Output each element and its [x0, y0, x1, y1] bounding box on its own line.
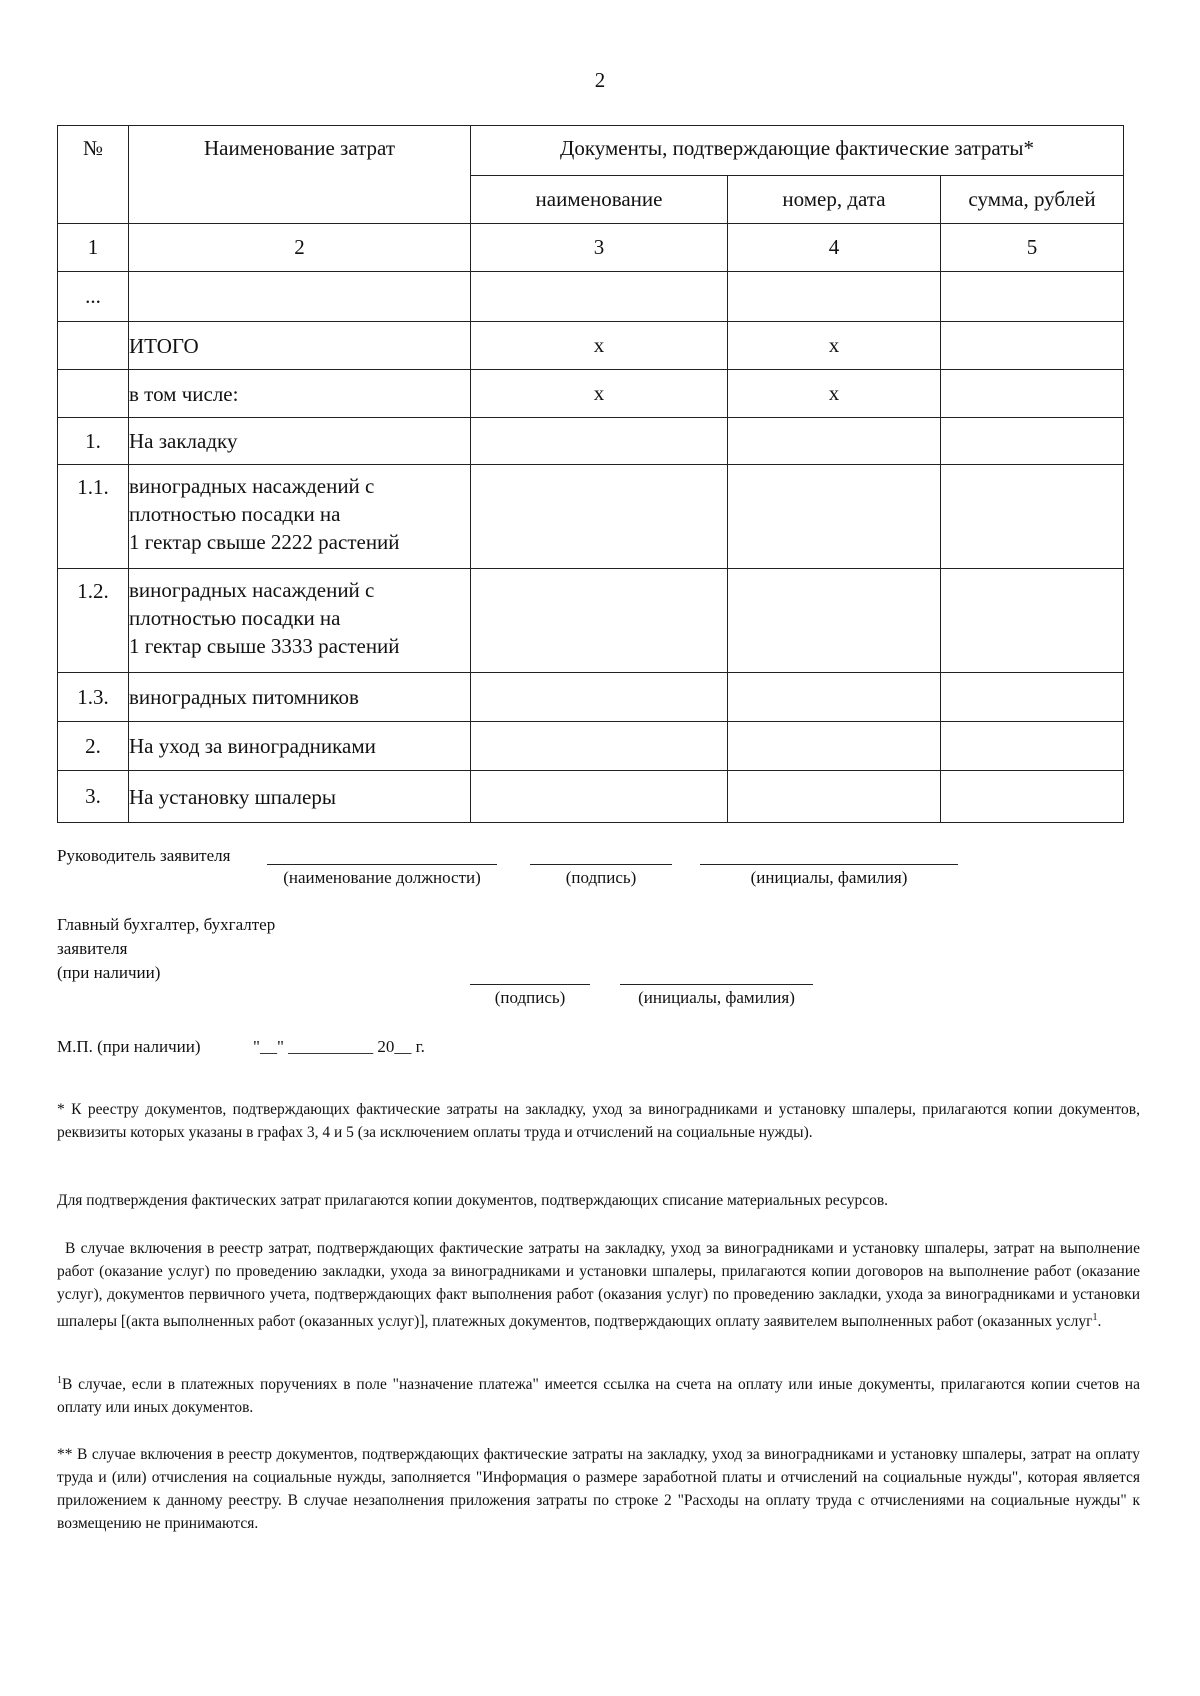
- row-cost-name: виноградных насаждений с плотностью посадки на 1 гектар свыше 2222 растений: [129, 465, 471, 569]
- header-num: №: [58, 126, 129, 224]
- page-number: 2: [594, 68, 606, 92]
- accountant-signature-line: [470, 984, 590, 985]
- row-doc-number-date: [728, 722, 941, 771]
- table-row: [58, 673, 1124, 722]
- accountant-label-line-1: Главный бухгалтер, бухгалтер: [57, 915, 276, 934]
- table-row: [58, 418, 1124, 465]
- head-initials-caption: (инициалы, фамилия): [750, 868, 908, 887]
- accountant-label-line-3: (при наличии): [57, 963, 161, 982]
- head-initials-line: [700, 864, 958, 865]
- row-doc-sum: [941, 272, 1124, 322]
- table-row: [58, 370, 1124, 418]
- row-doc-sum: [941, 418, 1124, 465]
- row-doc-name: [471, 272, 728, 322]
- row-doc-number-date: x: [728, 370, 941, 418]
- footnote-works-ref: 1: [1092, 1312, 1098, 1323]
- footnote-asterisk: * К реестру документов, подтверждающих фактические затраты на закладку, уход за виноградниками и установку шпалеры, прилагаются копии документов, реквизиты которых указаны в графах 3, 4 и 5 (за исключением оплаты труда и отчислений на социальные нужды).: [57, 1101, 1140, 1141]
- row-doc-sum: [941, 569, 1124, 673]
- row-doc-number-date: [728, 272, 941, 322]
- row-doc-sum: [941, 673, 1124, 722]
- row-doc-number-date: [728, 465, 941, 569]
- row-number: 3.: [58, 771, 129, 823]
- row-cost-name: ИТОГО: [129, 322, 471, 370]
- row-doc-name: [471, 673, 728, 722]
- table-row: [58, 465, 1124, 569]
- row-number: [58, 370, 129, 418]
- row-cost-name: На уход за виноградниками: [129, 722, 471, 771]
- row-doc-number-date: x: [728, 322, 941, 370]
- row-doc-sum: [941, 722, 1124, 771]
- row-number: ...: [58, 272, 129, 322]
- index-cell: 4: [728, 224, 941, 272]
- header-docs-group: Документы, подтверждающие фактические затраты*: [471, 126, 1124, 176]
- row-doc-name: x: [471, 370, 728, 418]
- stamp-label: М.П. (при наличии): [57, 1037, 201, 1056]
- accountant-label-line-2: заявителя: [57, 939, 128, 958]
- footnote-works-tail: .: [1097, 1313, 1102, 1331]
- row-doc-name: [471, 771, 728, 823]
- row-number: 2.: [58, 722, 129, 771]
- head-signature-line: [530, 864, 672, 865]
- footnote-materials: Для подтверждения фактических затрат прилагаются копии документов, подтверждающих списание материальных ресурсов.: [57, 1192, 889, 1209]
- costs-table: [57, 125, 1124, 823]
- row-number: [58, 322, 129, 370]
- table-row: [58, 771, 1124, 823]
- row-number: 1.1.: [58, 465, 129, 569]
- row-number: 1.2.: [58, 569, 129, 673]
- row-doc-name: [471, 722, 728, 771]
- table-row: [58, 569, 1124, 673]
- row-doc-sum: [941, 322, 1124, 370]
- header-doc-name: наименование: [471, 176, 728, 224]
- table-index-row: [58, 224, 1124, 272]
- row-cost-name: [129, 272, 471, 322]
- row-doc-name: x: [471, 322, 728, 370]
- header-cost-name: Наименование затрат: [129, 126, 471, 224]
- row-doc-name: [471, 418, 728, 465]
- accountant-initials-caption: (инициалы, фамилия): [638, 988, 795, 1007]
- row-cost-name: в том числе:: [129, 370, 471, 418]
- row-doc-name: [471, 465, 728, 569]
- head-label: Руководитель заявителя: [57, 846, 231, 865]
- head-signature-caption: (подпись): [565, 868, 637, 887]
- row-doc-sum: [941, 771, 1124, 823]
- date-field: "__" __________ 20__ г.: [253, 1037, 425, 1056]
- row-cost-name: На закладку: [129, 418, 471, 465]
- row-doc-number-date: [728, 569, 941, 673]
- row-doc-number-date: [728, 418, 941, 465]
- row-cost-name: На установку шпалеры: [129, 771, 471, 823]
- row-doc-number-date: [728, 771, 941, 823]
- accountant-initials-line: [620, 984, 813, 985]
- row-cost-name: виноградных насаждений с плотностью посадки на 1 гектар свыше 3333 растений: [129, 569, 471, 673]
- costs-table-body: [58, 224, 1124, 823]
- index-cell: 3: [471, 224, 728, 272]
- index-cell: 5: [941, 224, 1124, 272]
- row-cost-name: виноградных питомников: [129, 673, 471, 722]
- head-position-line: [267, 864, 497, 865]
- row-doc-number-date: [728, 673, 941, 722]
- index-cell: 1: [58, 224, 129, 272]
- footnote-works: [57, 1237, 1140, 1333]
- accountant-signature-caption: (подпись): [494, 988, 566, 1007]
- header-doc-number-date: номер, дата: [728, 176, 941, 224]
- index-cell: 2: [129, 224, 471, 272]
- footnote-payment-text: В случае, если в платежных поручениях в поле "назначение платежа" имеется ссылка на счета на оплату или иные документы, прилагаются копии счетов на оплату или иных документов.: [57, 1376, 1140, 1417]
- footnote-double-asterisk: ** В случае включения в реестр документов, подтверждающих фактические затраты на закладку, уход за виноградниками и установку шпалеры, затрат на оплату труда и (или) отчисления на социальные нужды, заполняется "Информация о размере заработной платы и отчислений на социальные нужды", которая является приложением к данному реестру. В случае незаполнения приложения затраты по строке 2 "Расходы на оплату труда с отчислениями на социальные нужды" к возмещению не принимаются.: [57, 1446, 1140, 1532]
- row-doc-sum: [941, 465, 1124, 569]
- table-row: [58, 272, 1124, 322]
- footnote-payment-marker: 1: [57, 1375, 62, 1386]
- footnote-works-text: В случае включения в реестр затрат, подтверждающих фактические затраты на закладку, уход за виноградниками и установку шпалеры, затрат на выполнение работ (оказание услуг) по проведению закладки, ухода за виноградниками и установки шпалеры, прилагаются копии договоров на выполнение работ (оказание услуг), документов первичного учета, подтверждающих факт выполнения работ (оказания услуг) по проведению закладки, ухода за виноградниками и установки шпалеры [(акта выполненных работ (оказанных услуг)], платежных документов, подтверждающих оплату заявителем выполненных работ (оказанных услуг: [57, 1240, 1140, 1331]
- table-row: [58, 722, 1124, 771]
- row-doc-sum: [941, 370, 1124, 418]
- table-row: [58, 322, 1124, 370]
- row-number: 1.: [58, 418, 129, 465]
- header-doc-sum: сумма, рублей: [941, 176, 1124, 224]
- footnote-payment: [57, 1369, 1140, 1419]
- row-number: 1.3.: [58, 673, 129, 722]
- row-doc-name: [471, 569, 728, 673]
- head-position-caption: (наименование должности): [283, 868, 481, 887]
